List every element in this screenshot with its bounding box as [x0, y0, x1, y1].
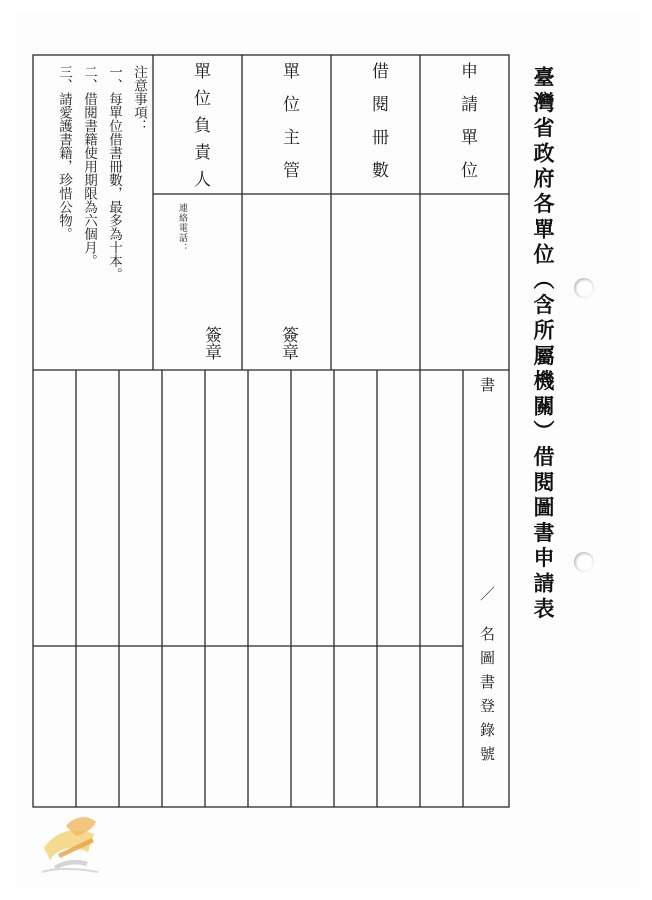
- header-borrow-count: 借閱冊數: [368, 62, 388, 194]
- contact-phone-label: 連絡電話：: [177, 203, 187, 253]
- punch-hole-top: [574, 278, 594, 298]
- sign-label-responsible: 簽章: [201, 326, 221, 360]
- library-logo-icon: [36, 808, 116, 880]
- header-applicant-unit: 申請單位: [457, 62, 477, 194]
- notes-heading: 注意事項：: [131, 65, 147, 133]
- sign-label-supervisor: 簽章: [278, 326, 298, 360]
- punch-hole-bottom: [574, 552, 594, 572]
- book-column-top: 書: [478, 377, 496, 392]
- note-item-1: 一、每單位借書冊數，最多為十本。: [106, 65, 122, 281]
- header-unit-supervisor: 單位主管: [279, 62, 299, 194]
- header-unit-responsible: 單位負責人: [190, 62, 210, 197]
- book-column-slash: ／: [478, 586, 496, 601]
- book-column-bottom: 名圖書登錄號: [478, 626, 496, 770]
- form-title: 臺灣省政府各單位（含所屬機關）借閱圖書申請表: [531, 66, 555, 623]
- note-item-3: 三、請愛護書籍，珍惜公物。: [56, 65, 72, 241]
- note-item-2: 二、借閱書籍使用期限為六個月。: [81, 65, 97, 268]
